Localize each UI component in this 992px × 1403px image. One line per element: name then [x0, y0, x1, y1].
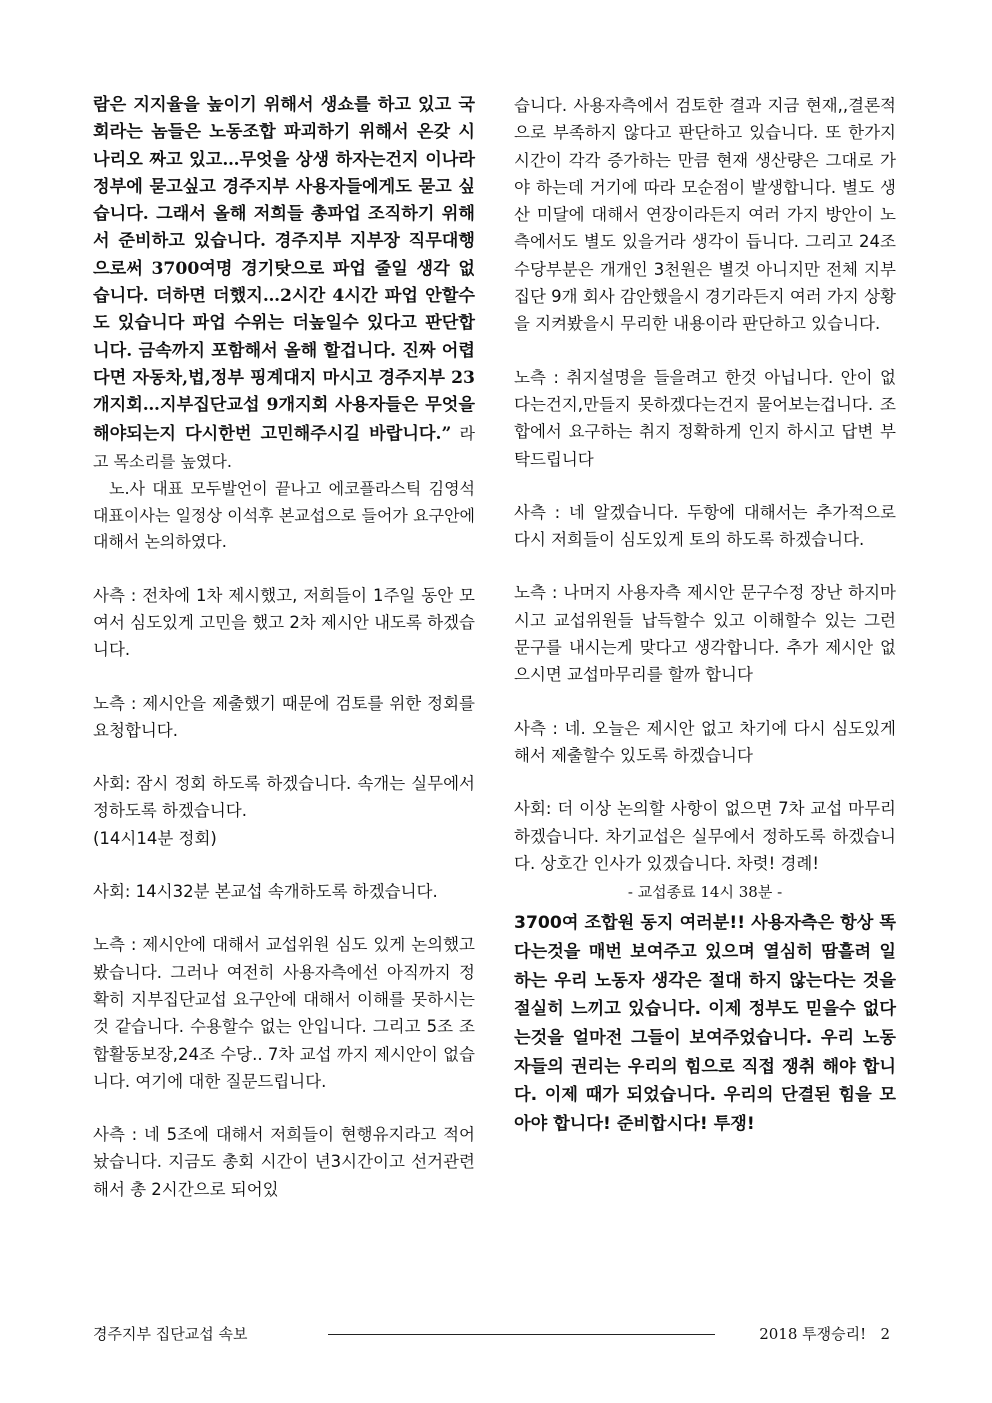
page-footer	[93, 1320, 890, 1348]
exchange-moderator-3: 사회: 더 이상 논의할 사항이 없으면 7차 교섭 마무리 하겠습니다. 차기교섭은 실무에서 정하도록 하겠습니다. 상호간 인사가 있겠습니다. 차렷! 경례!	[514, 799, 896, 873]
exchange-management-1: 사측 : 전차에 1차 제시했고, 저희들이 1주일 동안 모여서 심도있게 고민을 했고 2차 제시안 내도록 하겠습니다.	[93, 585, 475, 660]
exchange-union-2: 노측 : 제시안에 대해서 교섭위원 심도 있게 논의했고 봤습니다. 그러나 여전히 사용자측에선 아직까지 정확히 지부집단교섭 요구안에 대해서 이해를 못하시는것 같습니다. 수용할수 없는 안입니다. 그리고 5조 조합활동보장,24조 수당.. 7차 교섭 까지 제시안이 없습니다. 여기에 대한 질문드립니다.	[93, 935, 475, 1091]
speech-text: 람은 지지율을 높이기 위해서 생쇼를 하고 있고 국회라는 놈들은 노동조합 파괴하기 위해서 온갖 시나리오 짜고 있고…무엇을 상생 하자는건지 이나라 정부에 묻고싶고 경주지부 사용자들에게도 묻고 싶습니다. 그래서 올해 저희들 총파업 조직하기 위해서 준비하고 있습니다. 경주지부 지부장 직무대행 으로써 3700여명 경기탓으로 파업 줄일 생각 없습니다. 더하면 더했지…2시간 4시간 파업 안할수도 있습니다 파업 수위는 더높일수 있다고 판단합니다. 금속까지 포함해서 올해 할겁니다. 진짜 어렵다면 자동차,법,정부 핑계대지 마시고 경주지부 23개지회…지부집단교섭 9개지회 사용자들은 무엇을 해야되는지 다시한번 고민해주시길 바랍니다.”	[93, 95, 475, 444]
right-column	[514, 92, 896, 1139]
footer-divider	[328, 1334, 715, 1335]
exchange-management-continued: 습니다. 사용자측에서 검토한 결과 지금 현재,,결론적으로 부족하지 않다고 판단하고 있습니다. 또 한가지 시간이 각각 증가하는 만큼 현재 생산량은 그대로 가야 하는데 거기에 따라 모순점이 발생합니다. 별도 생산 미달에 대해서 연장이라든지 여러 가지 방안이 노측에서도 별도 있을거라 생각이 듭니다. 그리고 24조 수당부분은 개개인 3천원은 별것 아니지만 전체 지부집단 9개 회사 감안했을시 경기라든지 여러 가지 상황을 지켜봤을시 무리한 내용이라 판단하고 있습니다.	[514, 96, 896, 334]
session-end-note: - 교섭종료 14시 38분 -	[627, 883, 783, 902]
left-column	[93, 92, 475, 1203]
exchange-moderator-1: 사회: 잠시 정회 하도록 하겠습니다. 속개는 실무에서 정하도록 하겠습니다.	[93, 774, 475, 821]
exchange-union-4: 노측 : 나머지 사용자측 제시안 문구수정 장난 하지마시고 교섭위원들 납득할수 있고 이해할수 있는 그런 문구를 내시는게 맞다고 생각합니다. 추가 제시안 없으시면 교섭마무리를 할까 합니다	[514, 583, 896, 685]
exchange-management-4: 사측 : 네. 오늘은 제시안 없고 차기에 다시 심도있게 해서 제출할수 있도록 하겠습니다	[514, 718, 896, 765]
exchange-management-2: 사측 : 네 5조에 대해서 저희들이 현행유지라고 적어놨습니다. 지금도 총회 시간이 년3시간이고 선거관련해서 총 2시간으로 되어있	[93, 1125, 475, 1199]
exchange-moderator-2: 사회: 14시32분 본교섭 속개하도록 하겠습니다.	[93, 882, 438, 902]
speech-tail: 라고 목소리를 높였다.	[93, 423, 475, 471]
exchange-union-3: 노측 : 취지설명을 들을려고 한것 아닙니다. 안이 없다는건지,만들지 못하겠다는건지 물어보는겁니다. 조합에서 요구하는 취지 정확하게 인지 하시고 답변 부탁드립니다	[514, 367, 896, 469]
speech-paragraph	[93, 92, 475, 476]
footer-title: 경주지부 집단교섭 속보	[93, 1325, 248, 1343]
exchange-union-1: 노측 : 제시안을 제출했기 때문에 검토를 위한 정회를 요청합니다.	[93, 693, 475, 740]
closing-appeal: 3700여 조합원 동지 여러분!! 사용자측은 항상 똑다는것을 매번 보여주고 있으며 열심히 땀흘려 일하는 우리 노동자 생각은 절대 하지 않는다는 것을 절실히 느끼고 있습니다. 이제 정부도 믿을수 없다는것을 얼마전 그들이 보여주었습니다. 우리 노동자들의 권리는 우리의 힘으로 직접 쟁취 해야 합니다. 이제 때가 되었습니다. 우리의 단결된 힘을 모아야 합니다! 준비합시다! 투쟁!	[514, 913, 896, 1135]
exchange-management-3: 사측 : 네 알겠습니다. 두항에 대해서는 추가적으로 다시 저희들이 심도있게 토의 하도록 하겠습니다.	[514, 502, 896, 550]
narration-paragraph: 노.사 대표 모두발언이 끝나고 에코플라스틱 김영석 대표이사는 일정상 이석후 본교섭으로 들어가 요구안에 대해서 논의하였다.	[93, 479, 475, 552]
footer-page-info: 2018 투쟁승리! 2	[759, 1325, 890, 1343]
recess-note: (14시14분 정회)	[93, 828, 217, 848]
